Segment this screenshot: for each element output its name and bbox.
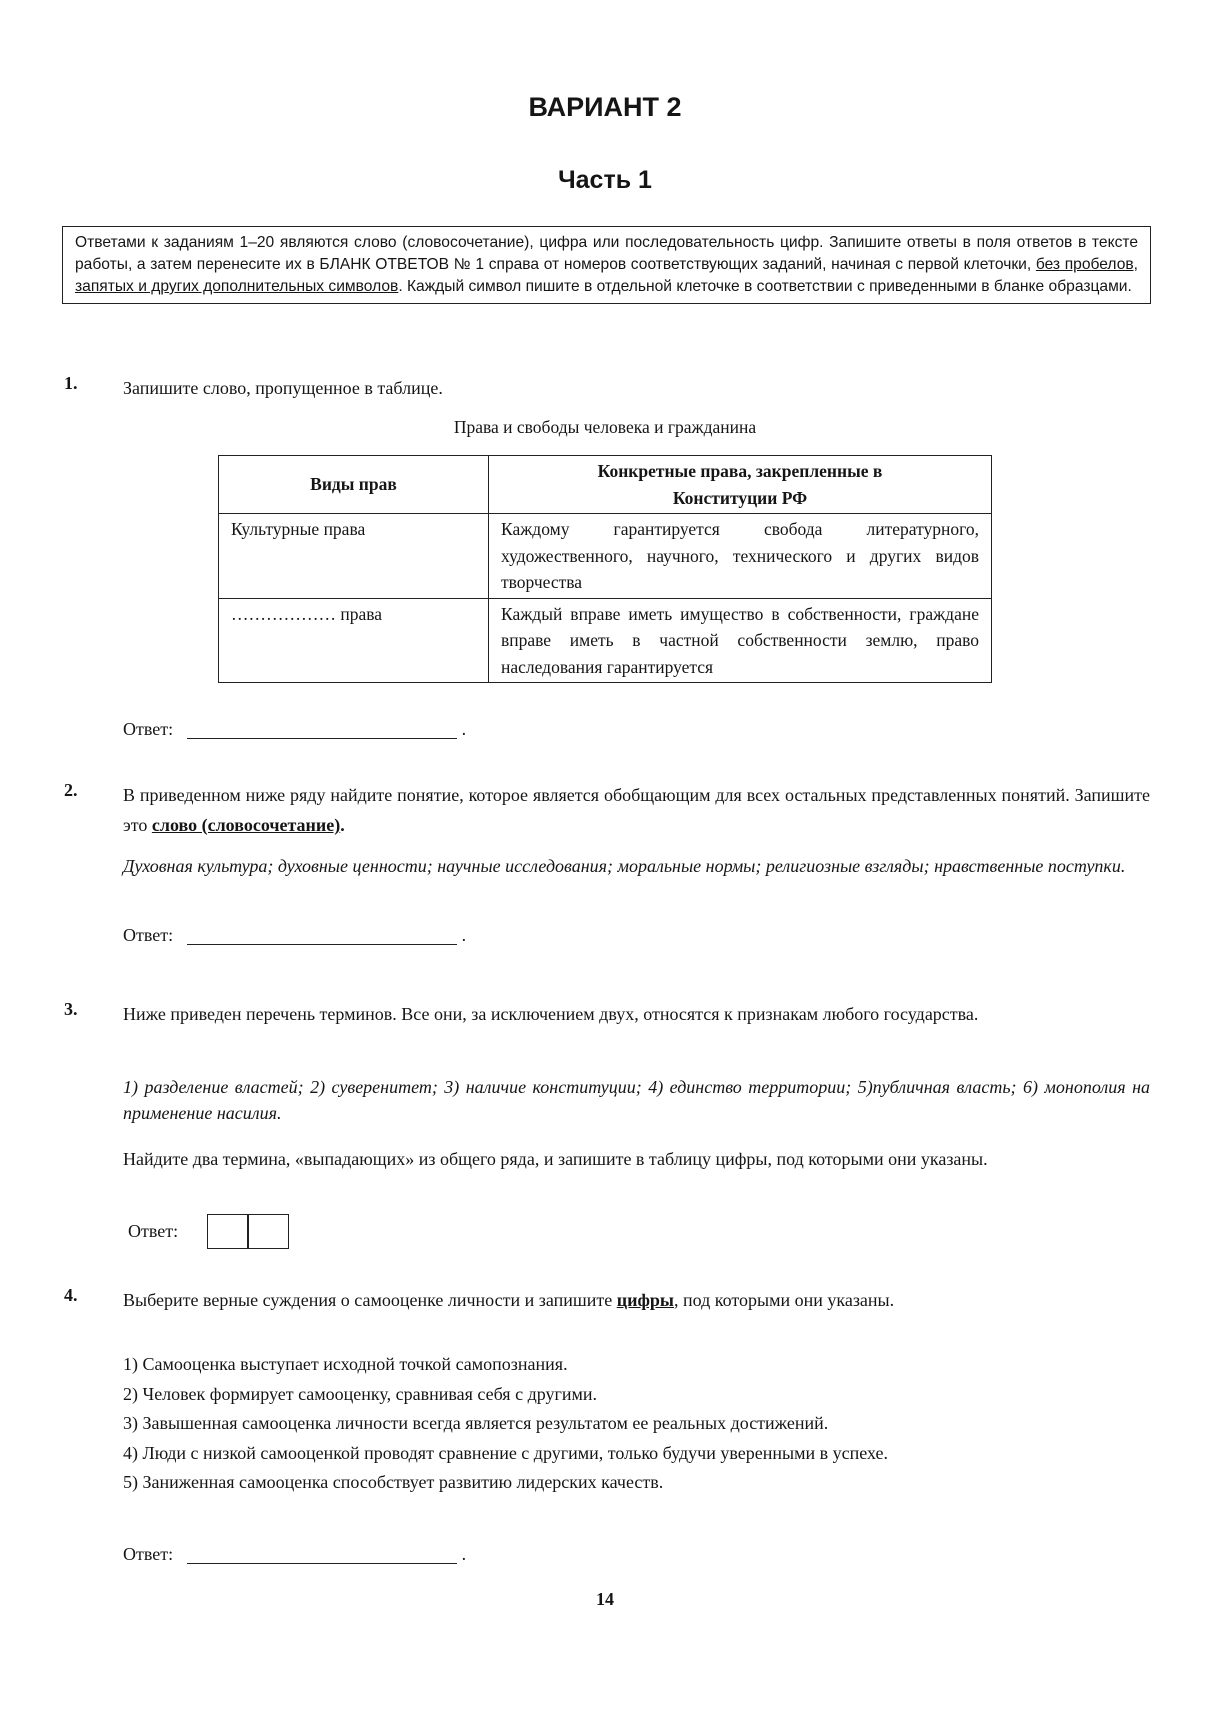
question-3-task: Найдите два термина, «выпадающих» из общего ряда, и запишите в таблицу цифры, под которыми они указаны. [123,1149,988,1169]
answer-label: Ответ: [128,1221,179,1241]
table-cell: ……………… права [219,598,489,683]
answer-2 [123,924,466,946]
instructions-box [62,226,1151,304]
q4-end: , под которыми они указаны. [673,1290,895,1310]
question-4-options [123,1350,1150,1498]
answer-3 [128,1214,289,1249]
table-caption: Права и свободы человека и гражданина [453,417,757,437]
answer-1 [123,718,466,740]
table-cell: Каждому гарантируется свобода литературного, художественного, научного, технического и других видов творчества [489,514,992,599]
question-1-text: Запишите слово, пропущенное в таблице. [123,378,443,398]
table-header: Виды прав [219,456,489,514]
answer-end: . [461,719,467,739]
option-item: 2) Человек формирует самооценку, сравнивая себя с другими. [123,1383,598,1404]
question-3-number: 3. [64,999,78,1019]
instructions-text-end: . Каждый символ пишите в отдельной клеточке в соответствии с приведенными в бланке образцами. [398,278,1132,295]
option-item: 1) Самооценка выступает исходной точкой самопознания. [123,1354,568,1374]
table-cell: Культурные права [219,514,489,599]
question-2-number: 2. [64,780,78,800]
q2-end: . [340,815,345,835]
option-item: 3) Завышенная самооценка личности всегда является результатом ее реальных достижений. [123,1413,829,1434]
q4-emphasis: цифры [616,1290,674,1310]
variant-title: ВАРИАНТ 2 [528,92,682,122]
question-1-number: 1. [64,373,78,393]
table-cell: Каждый вправе иметь имущество в собственности, граждане вправе иметь в частной собственности землю, право наследования гарантируется [489,598,992,683]
table-row [219,514,992,599]
answer-cell[interactable] [207,1214,249,1249]
table-header: Конкретные права, закрепленные в Конституции РФ [489,456,992,514]
question-2-text [123,780,1150,840]
answer-label: Ответ: [123,719,174,739]
question-4-number: 4. [64,1285,78,1305]
instructions-text: Ответами к заданиям 1–20 являются слово (словосочетание), цифра или последовательность цифр. Запишите ответы в поля ответов в тексте работы, а затем перенесите их в БЛАНК ОТВЕТОВ № 1 справа от номеров соответствующих заданий, начиная с первой клеточки, [75,234,1138,273]
option-item: 4) Люди с низкой самооценкой проводят сравнение с другими, только будучи уверенными в успехе. [123,1442,889,1463]
answer-label: Ответ: [123,1544,174,1564]
part-title: Часть 1 [558,166,652,194]
answer-4-field[interactable] [187,1543,457,1564]
question-3-text: Ниже приведен перечень терминов. Все они, за исключением двух, относятся к признакам любого государства. [123,1004,979,1024]
instructions-underlined: без пробелов, запятых и других дополнительных символов [75,256,1138,295]
answer-3-cells [208,1214,289,1249]
question-3-list: 1) разделение властей; 2) суверенитет; 3) наличие конституции; 4) единство территории; 5)публичная власть; 6) монополия на применение насилия. [123,1077,1150,1123]
answer-label: Ответ: [123,925,174,945]
q2-emphasis: слово (словосочетание) [151,815,341,835]
answer-cell[interactable] [247,1214,289,1249]
rights-table [218,455,992,683]
answer-2-field[interactable] [187,924,457,945]
option-item: 5) Заниженная самооценка способствует развитию лидерских качеств. [123,1472,664,1493]
answer-end: . [461,1544,467,1564]
question-4-text [123,1285,1150,1315]
q2-text: В приведенном ниже ряду найдите понятие, которое является обобщающим для всех остальных представленных понятий. Запишите это [123,785,1150,835]
table-row [219,598,992,683]
answer-1-field[interactable] [187,718,457,739]
answer-end: . [461,925,467,945]
answer-4 [123,1543,466,1565]
question-2-list: Духовная культура; духовные ценности; научные исследования; моральные нормы; религиозные взгляды; нравственные поступки. [123,856,1126,876]
q4-text: Выберите верные суждения о самооценке личности и запишите [123,1290,617,1310]
page-number: 14 [596,1589,614,1609]
